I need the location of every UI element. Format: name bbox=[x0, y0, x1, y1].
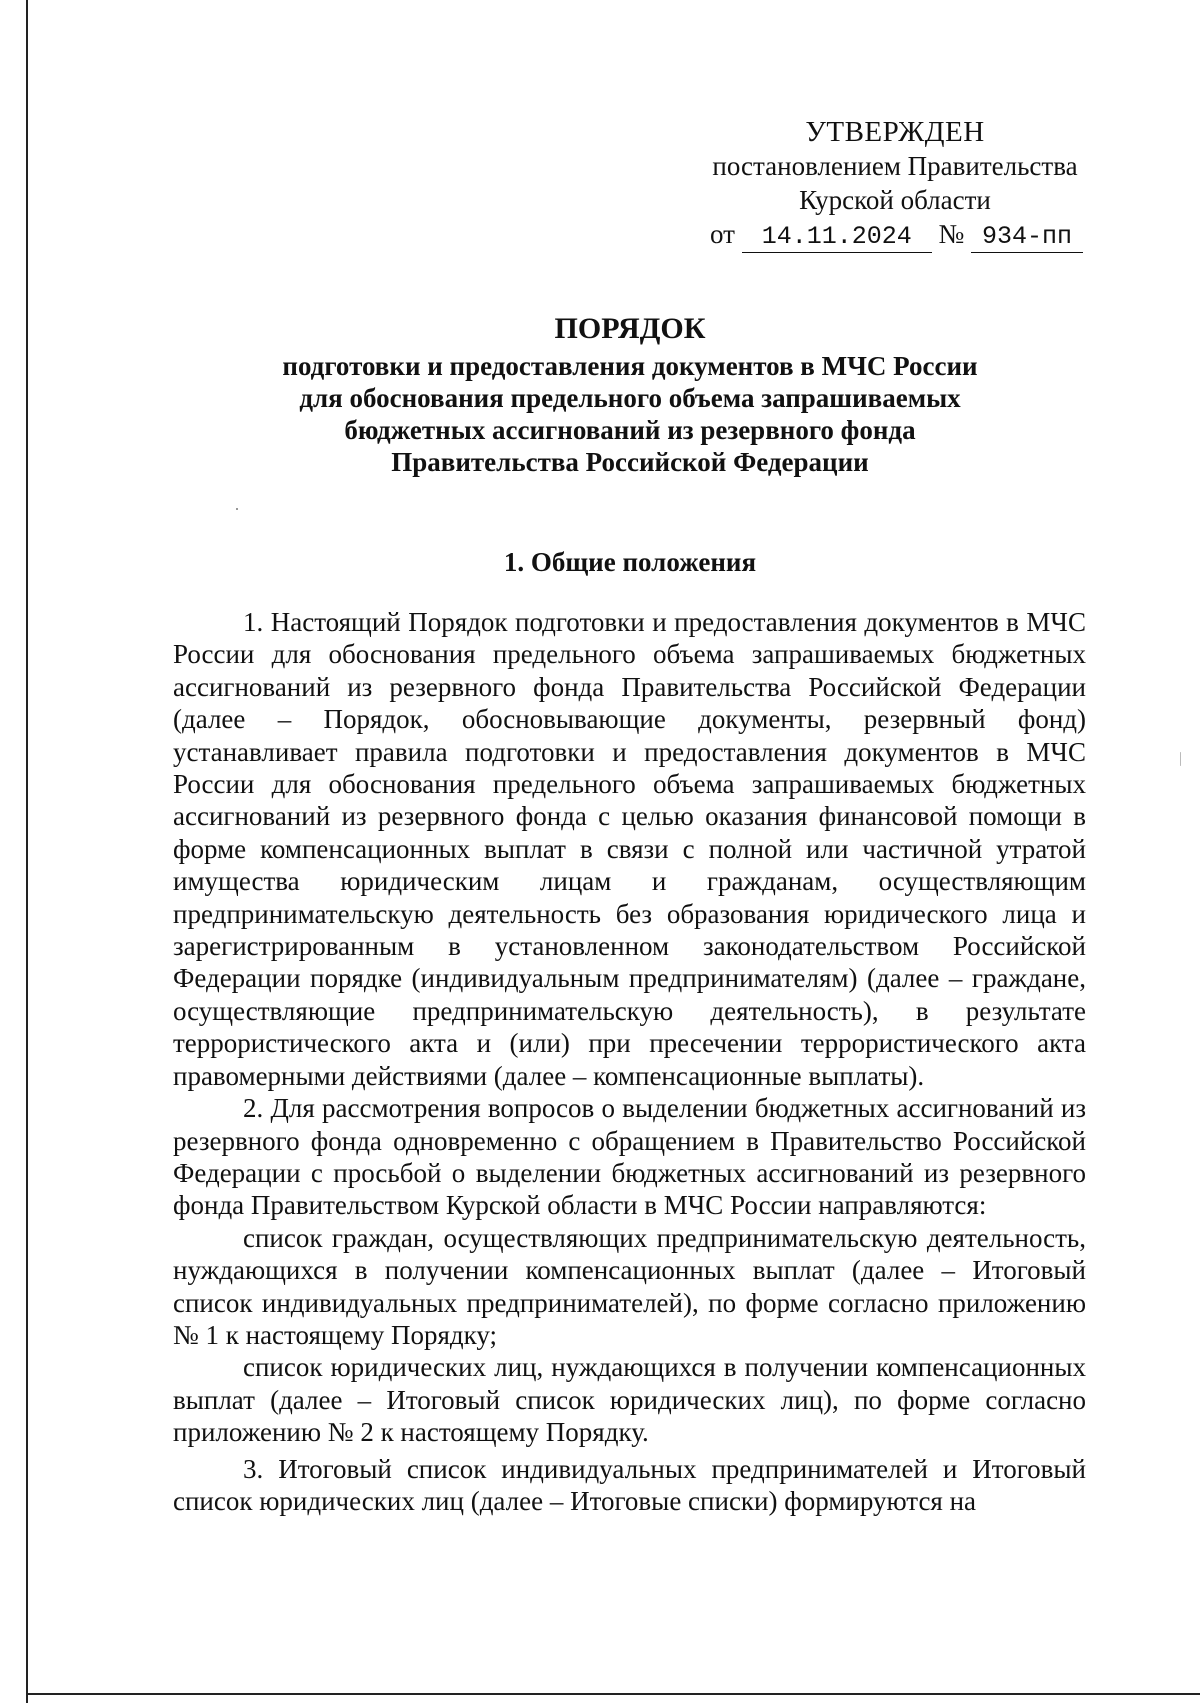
paragraph-2-item-2: список юридических лиц, нуждающихся в получении компенсационных выплат (далее – Итоговый список юридических лиц), по форме согласно приложению № 2 к настоящему Порядку. bbox=[173, 1352, 1086, 1448]
paragraph-3: 3. Итоговый список индивидуальных предпринимателей и Итоговый список юридических лиц (далее – Итоговые списки) формируются на bbox=[173, 1453, 1086, 1516]
scan-speck bbox=[1180, 752, 1181, 766]
scan-border-left bbox=[26, 0, 28, 1703]
scan-border-bottom bbox=[26, 1693, 1200, 1695]
document-subtitle-line: для обоснования предельного объема запрашиваемых bbox=[299, 383, 961, 413]
body-text bbox=[173, 606, 1086, 1517]
document-heading bbox=[160, 310, 1100, 478]
approval-number: 934-пп bbox=[971, 222, 1083, 253]
document-subtitle-line: Правительства Российской Федерации bbox=[391, 447, 869, 477]
scan-speck bbox=[236, 508, 238, 510]
section-title: 1. Общие положения bbox=[503, 547, 757, 577]
approval-line-2: Курской области bbox=[799, 185, 991, 215]
approval-block bbox=[700, 115, 1090, 253]
approval-line-1: постановлением Правительства bbox=[712, 151, 1078, 181]
paragraph-2-item-1: список граждан, осуществляющих предпринимательскую деятельность, нуждающихся в получении компенсационных выплат (далее – Итоговый список индивидуальных предпринимателей), по форме согласно приложению № 1 к настоящему Порядку; bbox=[173, 1222, 1086, 1350]
document-subtitle-line: подготовки и предоставления документов в МЧС России bbox=[282, 351, 978, 381]
approval-date: 14.11.2024 bbox=[742, 222, 932, 253]
approval-date-line bbox=[700, 217, 1090, 253]
approval-title: УТВЕРЖДЕН bbox=[805, 116, 985, 148]
paragraph-2: 2. Для рассмотрения вопросов о выделении бюджетных ассигнований из резервного фонда одновременно с обращением в Правительство Российской Федерации с просьбой о выделении бюджетных ассигнований из резервного фонда Правительством Курской области в МЧС России направляются: bbox=[173, 1093, 1086, 1221]
number-prefix: № bbox=[938, 219, 965, 249]
document-title: ПОРЯДОК bbox=[554, 312, 706, 345]
document-subtitle-line: бюджетных ассигнований из резервного фонда bbox=[344, 415, 916, 445]
paragraph-1: 1. Настоящий Порядок подготовки и предоставления документов в МЧС России для обоснования предельного объема запрашиваемых бюджетных ассигнований из резервного фонда Правительства Российской Федерации (далее – Порядок, обосновывающие документы, резервный фонд) устанавливает правила подготовки и предоставления документов в МЧС России для обоснования предельного объема запрашиваемых бюджетных ассигнований из резервного фонда с целью оказания финансовой помощи в форме компенсационных выплат в связи с полной или частичной утратой имущества юридическим лицам и гражданам, осуществляющим предпринимательскую деятельность без образования юридического лица и зарегистрированным в установленном законодательством Российской Федерации порядке (индивидуальным предпринимателям) (далее – граждане, осуществляющие предпринимательскую деятельность), в результате террористического акта и (или) при пресечении террористического акта правомерными действиями (далее – компенсационные выплаты). bbox=[173, 607, 1086, 1091]
date-prefix: от bbox=[710, 219, 735, 249]
